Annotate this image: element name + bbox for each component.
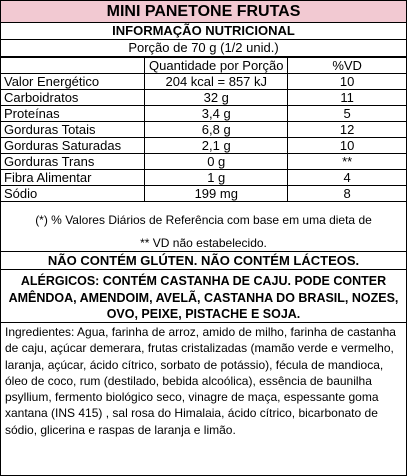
- nutrient-vd: 10: [288, 138, 406, 154]
- table-row: [1, 138, 406, 154]
- nutrient-name: Fibra Alimentar: [1, 170, 145, 186]
- nutrient-qty: 1 g: [145, 170, 288, 186]
- nutrient-qty: 2,1 g: [145, 138, 288, 154]
- table-row: [1, 90, 406, 106]
- allergens-statement: ALÉRGICOS: CONTÉM CASTANHA DE CAJU. PODE CONTER AMÊNDOA, AMENDOIM, AVELÃ, CASTANHA DO BRASIL, NOZES, OVO, PEIXE, PISTACHE E SOJA.: [1, 270, 406, 323]
- nutrient-vd: **: [288, 154, 406, 170]
- table-header-row: [1, 58, 406, 74]
- nutrient-qty: 204 kcal = 857 kJ: [145, 74, 288, 90]
- header-cell: [1, 58, 145, 74]
- nutrient-name: Gorduras Saturadas: [1, 138, 145, 154]
- header-cell: Quantidade por Porção: [145, 58, 288, 74]
- nutrient-name: Sódio: [1, 186, 145, 202]
- table-row: [1, 186, 406, 202]
- nutrient-vd: 5: [288, 106, 406, 122]
- gluten-lactose-claims: NÃO CONTÉM GLÚTEN. NÃO CONTÉM LÁCTEOS.: [1, 252, 406, 270]
- nutrient-vd: 4: [288, 170, 406, 186]
- nutrient-qty: 32 g: [145, 90, 288, 106]
- nutrition-table: [1, 57, 406, 202]
- table-row: [1, 122, 406, 138]
- table-row: [1, 154, 406, 170]
- nutrient-name: Valor Energético: [1, 74, 145, 90]
- nutrient-qty: 6,8 g: [145, 122, 288, 138]
- nutrition-heading: INFORMAÇÃO NUTRICIONAL: [1, 23, 406, 40]
- table-row: [1, 74, 406, 90]
- nutrient-qty: 3,4 g: [145, 106, 288, 122]
- nutrient-vd: 8: [288, 186, 406, 202]
- footnote: [1, 212, 406, 252]
- table-row: [1, 106, 406, 122]
- header-cell: %VD: [288, 58, 406, 74]
- nutrient-vd: 12: [288, 122, 406, 138]
- nutrient-vd: 11: [288, 90, 406, 106]
- ingredients-list: Ingredientes: Agua, farinha de arroz, amido de milho, farinha de castanha de caju, açúcar demerara, frutas cristalizadas (mamão verde e vermelho, laranja, açúcar, ácido cítrico, sorbato de potássio), fécula de mandioca, óleo de coco, rum (destilado, bebida alcoólica), essência de baunilha psyllium, fermento biológico seco, vinagre de maça, espessante goma xantana (INS 415) , sal rosa do Himalaia, ácido cítrico, bicarbonato de sódio, glicerina e raspas de laranja e limão.: [5, 325, 396, 437]
- nutrient-name: Proteínas: [1, 106, 145, 122]
- footnote-daily-values: (*) % Valores Diários de Referência com base em uma dieta de: [35, 213, 372, 227]
- nutrient-name: Carboidratos: [1, 90, 145, 106]
- nutrient-vd: 10: [288, 74, 406, 90]
- nutrient-qty: 199 mg: [145, 186, 288, 202]
- nutrient-qty: 0 g: [145, 154, 288, 170]
- nutrient-name: Gorduras Trans: [1, 154, 145, 170]
- portion-size: Porção de 70 g (1/2 unid.): [1, 40, 406, 57]
- product-title: MINI PANETONE FRUTAS: [1, 1, 406, 23]
- footnote-vd-not-established: ** VD não estabelecido.: [140, 236, 267, 250]
- table-row: [1, 170, 406, 186]
- nutrient-name: Gorduras Totais: [1, 122, 145, 138]
